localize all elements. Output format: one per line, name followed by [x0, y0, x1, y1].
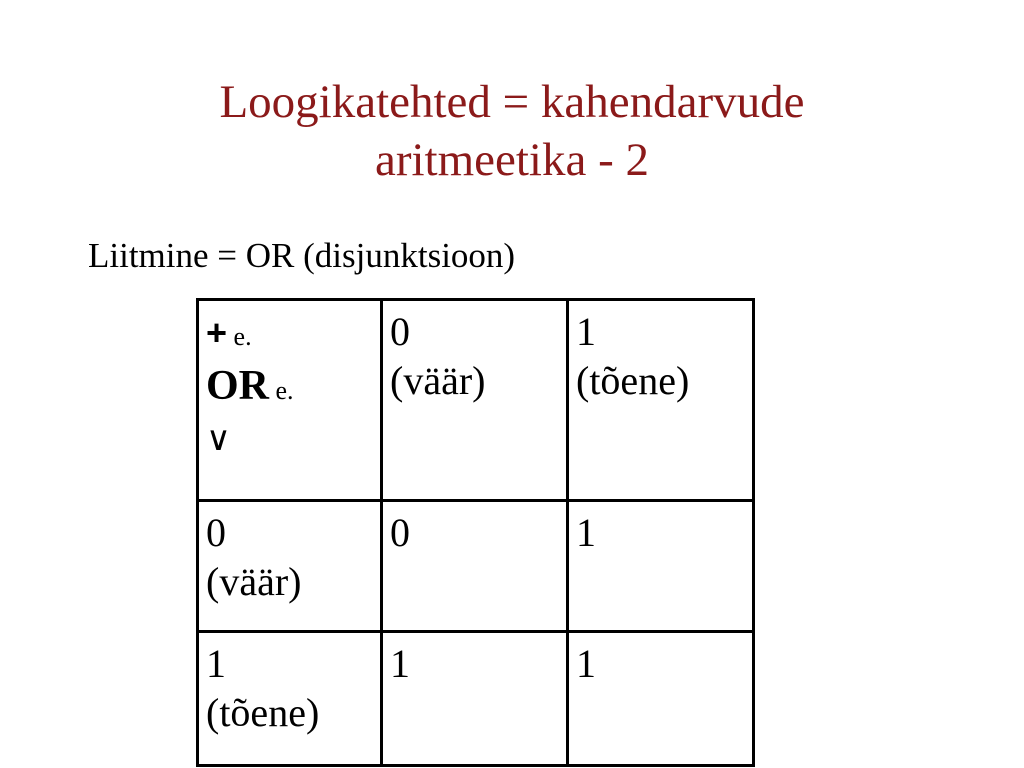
row-header-label: (väär): [206, 559, 302, 604]
table-cell: 1: [568, 501, 754, 632]
table-row: [198, 632, 754, 766]
table-cell: 1: [382, 632, 568, 766]
table-cell: 0: [382, 501, 568, 632]
row-header-cell: [198, 632, 382, 766]
row-header-label: (tõene): [206, 690, 320, 735]
header-value: 1: [576, 309, 596, 354]
title-line-1: Loogikatehted = kahendarvude: [219, 76, 805, 128]
header-value: 0: [390, 309, 410, 354]
table-cell: 1: [568, 632, 754, 766]
title-line-2: aritmeetika - 2: [374, 134, 650, 186]
or-word: OR: [206, 363, 269, 409]
header-label: (väär): [390, 358, 486, 403]
vee-symbol: ∨: [206, 419, 231, 459]
plus-symbol: +: [206, 312, 228, 353]
corner-plus-line: [206, 307, 374, 361]
row-header-value: 0: [206, 510, 226, 555]
table-header-row: [198, 300, 754, 501]
subtitle: Liitmine = OR (disjunktsioon): [88, 236, 516, 275]
table-row: [198, 501, 754, 632]
table-header-cell: [568, 300, 754, 501]
header-label: (tõene): [576, 358, 690, 403]
or-suffix: e.: [269, 376, 294, 405]
table-corner-cell: [198, 300, 382, 501]
plus-suffix: e.: [227, 322, 252, 351]
slide-title: [0, 73, 1024, 189]
or-truth-table: [196, 298, 755, 767]
corner-or-line: [206, 361, 374, 415]
table-header-cell: [382, 300, 568, 501]
row-header-value: 1: [206, 641, 226, 686]
row-header-cell: [198, 501, 382, 632]
